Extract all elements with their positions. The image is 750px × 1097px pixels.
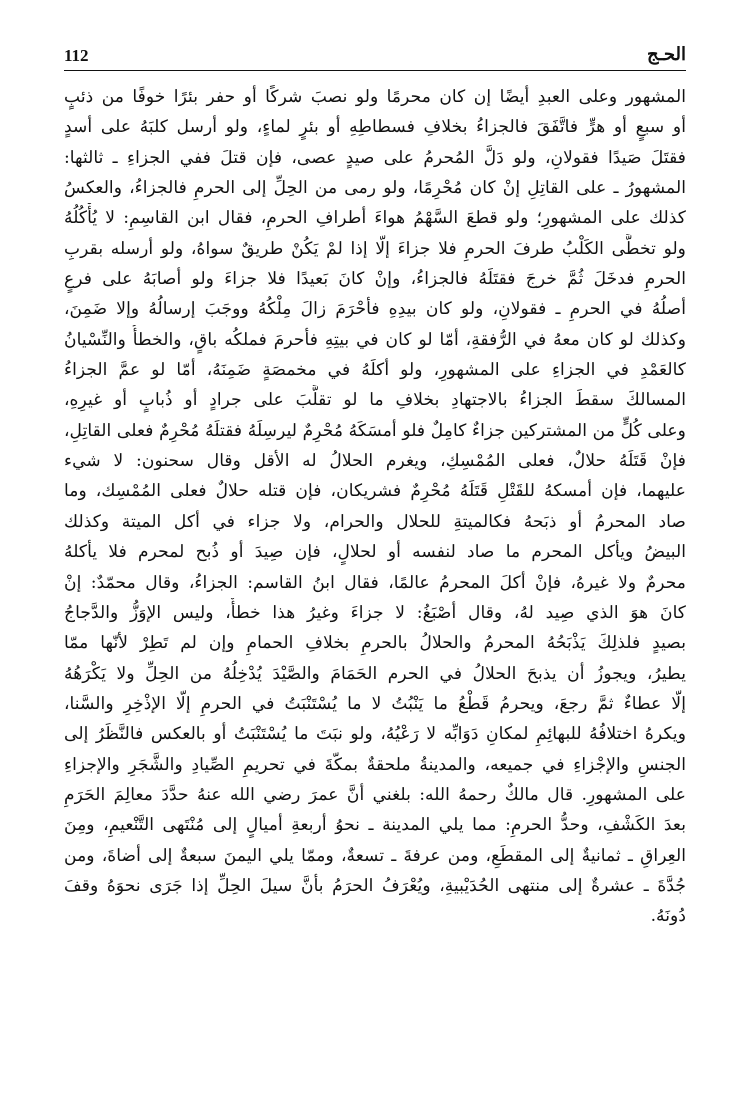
text-line: إلّا عطاءٌ ثمَّ رجعَ، ويحرمُ قَطْعُ ما يَنْبُتُ لا ما يُسْتَنْبَتُ في الحرمِ إلّا الإذْخِرِ والسَّنا، — [64, 693, 686, 714]
text-line: المسالكَ سقطَ الجزاءُ بالاجتهادِ بخلافِ ما لو تقلَّبَ على جرادٍ أو ذُبابٍ أو غيرِهِ، — [64, 390, 686, 411]
text-line: فقتَلَ صَيدًا فقولانِ، ولو دَلَّ المُحرمُ على صيدٍ عصى، فإن قتلَ ففي الجزاءِ ـ ثالثها: — [64, 147, 686, 168]
text-line: الحرمِ فدخَلَ ثُمَّ خرجَ فقتَلَهُ فالجزاءُ، وإنْ كانَ بَعيدًا فلا جزاءَ ولو أصابَهُ على فرعٍ — [64, 269, 686, 290]
text-line: جُدَّةَ ـ عشرةٌ إلى منتهى الحُدَيْبيةِ، ويُعْرَفُ الحرَمُ بأنَّ سيلَ الحِلِّ إذا جَرَى نحوَهُ وقفَ — [64, 875, 686, 896]
text-line: بصيدٍ فلذلِكَ يَذْبَحُهُ المحرمُ والحلالُ بالحرمِ بخلافِ الحمامِ وإن لم تَطِرْ لأنّها ممّا — [64, 633, 686, 654]
text-line: ولو تخطَّى الكَلْبُ طرفَ الحرمِ فلا جزاءَ إلّا إذا لمْ يَكُنْ طريقٌ سواهُ، ولو أرسله بقربِ — [64, 238, 686, 259]
text-line: الجنسِ والإجْزاءِ في جميعه، والمدينةُ ملحقةٌ بمكّةَ في تحريمِ الصِّيادِ والشَّجَرِ والإجزاءِ — [64, 754, 686, 775]
text-line: فإنْ قَتَلَهُ حلالٌ، فعلى المُمْسِكِ، ويغرم الحلالُ له الأقل وقال سحنون: لا شيء — [64, 451, 686, 472]
text-line: البيضُ ويأكل المحرم ما صاد لنفسه أو لحلالٍ، فإن صِيدَ أو ذُبح لمحرم فلا يأكلهُ — [64, 542, 686, 563]
text-line: ويكرهُ اختلافُهُ للبهائِمِ لمكانِ دَوَابِّه لا رَعْيُهُ، ولو نبَتَ ما يُسْتَنْبَتُ أو بالعكس فالنَّظَرُ إلى — [64, 724, 686, 745]
text-line: المشهورُ ـ على القاتِلِ إنْ كان مُحْرِمًا، ولو رمى من الحِلِّ إلى الحرمِ فالجزاءُ، والعكسُ — [64, 178, 686, 199]
text-line: أصلُهُ في الحرمِ ـ فقولانِ، ولو كان بيدِهِ فأحْرَمَ زالَ مِلْكُهُ ووجَبَ إرسالُهُ وإلا ضَمِنَ، — [64, 299, 686, 320]
page-header — [64, 46, 686, 71]
text-line: عليهما، فإن أمسكهُ للقَتْلِ قَتَلَهُ مُحْرِمٌ فشريكان، فإن قتله حلالٌ فعلى المُمْسِك، وما — [64, 481, 686, 502]
text-line: كالعَمْدِ في الجزاءِ على المشهورِ، ولو أكلَهُ في مخمصَةٍ ضَمِنَهُ، أمّا لو عمَّ الجزاءُ — [64, 360, 686, 381]
text-line: وكذلك لو كان معهُ في الرُّفقةِ، أمّا لو كان في بيتِهِ فأحرمَ فملكُه باقٍ، والخطأُ والنِّسْيانُ — [64, 329, 686, 350]
page-number: 112 — [64, 46, 89, 65]
paragraph — [64, 82, 686, 932]
text-line: وعلى كُلٍّ من المشتركين جزاءٌ كامِلٌ فلو أمسَكَهُ مُحْرِمٌ ليرسِلَهُ فقتلَهُ مُحْرِمٌ فعلى القاتِلِ، — [64, 420, 686, 441]
text-line: المشهور وعلى العبدِ أيضًا إن كان محرمًا ولو نصبَ شركًا أو حفر بئرًا خوفًا من ذئبٍ — [64, 87, 686, 107]
body-text — [64, 82, 686, 932]
text-line: محرمٌ ولا غيرهُ، فإنْ أكلَ المحرمُ عالمًا، فقال ابنُ القاسم: الجزاءُ، وقال محمّدٌ: إنْ — [64, 572, 686, 593]
text-line: أو سبعٍ أو هرٍّ فاتَّفَقَ فالجزاءُ بخلافِ فسطاطِهِ أو بئرٍ لماءٍ، ولو أرسل كلبَهُ على أسدٍ — [64, 117, 686, 138]
text-line: صاد المحرمُ أو ذبَحهُ فكالميتةِ للحلال والحرام، ولا جزاء في أكل الميتة وكذلك — [64, 511, 686, 532]
text-line: بعدَ الكَشْفِ، وحدُّ الحرمِ: مما يلي المدينة ـ نحوُ أربعةِ أميالٍ إلى مُنْتَهى التَّنْعيمِ، ومِنَ — [64, 815, 686, 836]
text-line: العِراقِ ـ ثمانيةٌ إلى المقطَعِ، ومن عرفةَ ـ تسعةٌ، وممّا يلي اليمنَ سبعةٌ إلى أضاةَ، ومن — [64, 845, 686, 866]
text-line: يطيرُ، ويجوزُ أن يذبحَ الحلالُ في الحرم الحَمَامَ والصَّيْدَ يُدْخِلُهُ من الحِلِّ ولا يَكْرَهُهُ — [64, 663, 686, 684]
text-line: دُونَهُ. — [650, 906, 686, 927]
text-line: كذلك على المشهورِ؛ ولو قطعَ السَّهْمُ هواءَ أطرافِ الحرمِ، فقال ابن القاسِمِ: لا يُأْكُلُهُ — [64, 208, 686, 229]
text-line: كانَ هوَ الذي صِيد لهُ، وقال أصْبَغُ: لا جزاءَ وغيرُ هذا خطأٌ، وليس الإوَزُّ والدَّجاجُ — [64, 602, 686, 623]
running-head: الحـج — [647, 44, 686, 65]
text-line: على المشهورِ. قال مالكٌ رحمهُ الله: بلغني أنَّ عمرَ رضي الله عنهُ حدَّدَ معالِمَ الحَرَمِ — [64, 784, 686, 805]
